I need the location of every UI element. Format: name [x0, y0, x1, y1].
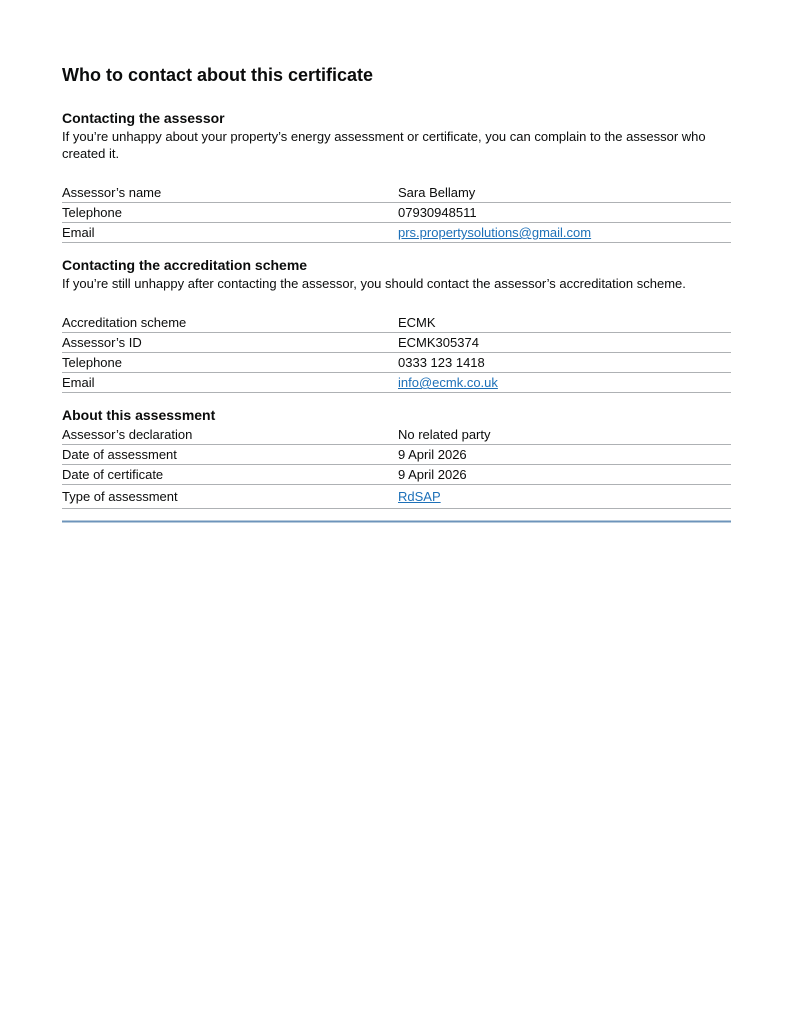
table-row [62, 425, 731, 445]
table-row [62, 313, 731, 333]
date-of-certificate-value: 9 April 2026 [398, 467, 467, 482]
about-assessment-table [62, 425, 731, 509]
assessor-telephone-label: Telephone [62, 205, 122, 220]
date-of-assessment-label: Date of assessment [62, 447, 177, 462]
assessor-id-value: ECMK305374 [398, 335, 479, 350]
table-row [62, 203, 731, 223]
date-of-assessment-value: 9 April 2026 [398, 447, 467, 462]
type-of-assessment-cell [398, 489, 731, 504]
rdsap-link[interactable]: RdSAP [398, 489, 441, 504]
assessor-email-link[interactable]: prs.propertysolutions@gmail.com [398, 225, 592, 240]
section-contacting-assessor [62, 110, 731, 243]
assessor-contact-table [62, 183, 731, 243]
date-of-certificate-label: Date of certificate [62, 467, 164, 482]
table-row [62, 183, 731, 203]
table-row [62, 373, 731, 393]
contacting-assessor-description: If you’re unhappy about your property’s energy assessment or certificate, you can complain to the assessor who created it. [62, 129, 706, 161]
type-of-assessment-label: Type of assessment [62, 489, 178, 504]
contacting-assessor-heading: Contacting the assessor [62, 110, 225, 126]
page-title: Who to contact about this certificate [62, 65, 374, 85]
assessor-name-value: Sara Bellamy [398, 185, 476, 200]
section-about-assessment [62, 407, 731, 509]
accreditation-scheme-heading: Contacting the accreditation scheme [62, 257, 308, 273]
assessor-telephone-value: 07930948511 [398, 205, 477, 220]
assessor-name-label: Assessor’s name [62, 185, 162, 200]
section-divider [62, 520, 731, 523]
accreditation-scheme-label: Accreditation scheme [62, 315, 187, 330]
accreditation-contact-table [62, 313, 731, 393]
assessor-id-label: Assessor’s ID [62, 335, 142, 350]
accreditation-scheme-value: ECMK [398, 315, 436, 330]
scheme-telephone-label: Telephone [62, 355, 122, 370]
assessor-declaration-value: No related party [398, 427, 491, 442]
table-row [62, 445, 731, 465]
scheme-email-cell [398, 375, 731, 390]
table-row [62, 223, 731, 243]
table-row [62, 485, 731, 509]
assessor-declaration-label: Assessor’s declaration [62, 427, 193, 442]
scheme-telephone-value: 0333 123 1418 [398, 355, 485, 370]
accreditation-scheme-description: If you’re still unhappy after contacting the assessor, you should contact the assessor’s accreditation scheme. [62, 276, 686, 291]
section-accreditation-scheme [62, 257, 731, 393]
table-row [62, 465, 731, 485]
assessor-email-cell [398, 225, 731, 240]
scheme-email-label: Email [62, 375, 95, 390]
assessor-email-label: Email [62, 225, 95, 240]
scheme-email-link[interactable]: info@ecmk.co.uk [398, 375, 498, 390]
table-row [62, 333, 731, 353]
about-assessment-heading: About this assessment [62, 407, 216, 423]
table-row [62, 353, 731, 373]
page-content [62, 64, 731, 523]
